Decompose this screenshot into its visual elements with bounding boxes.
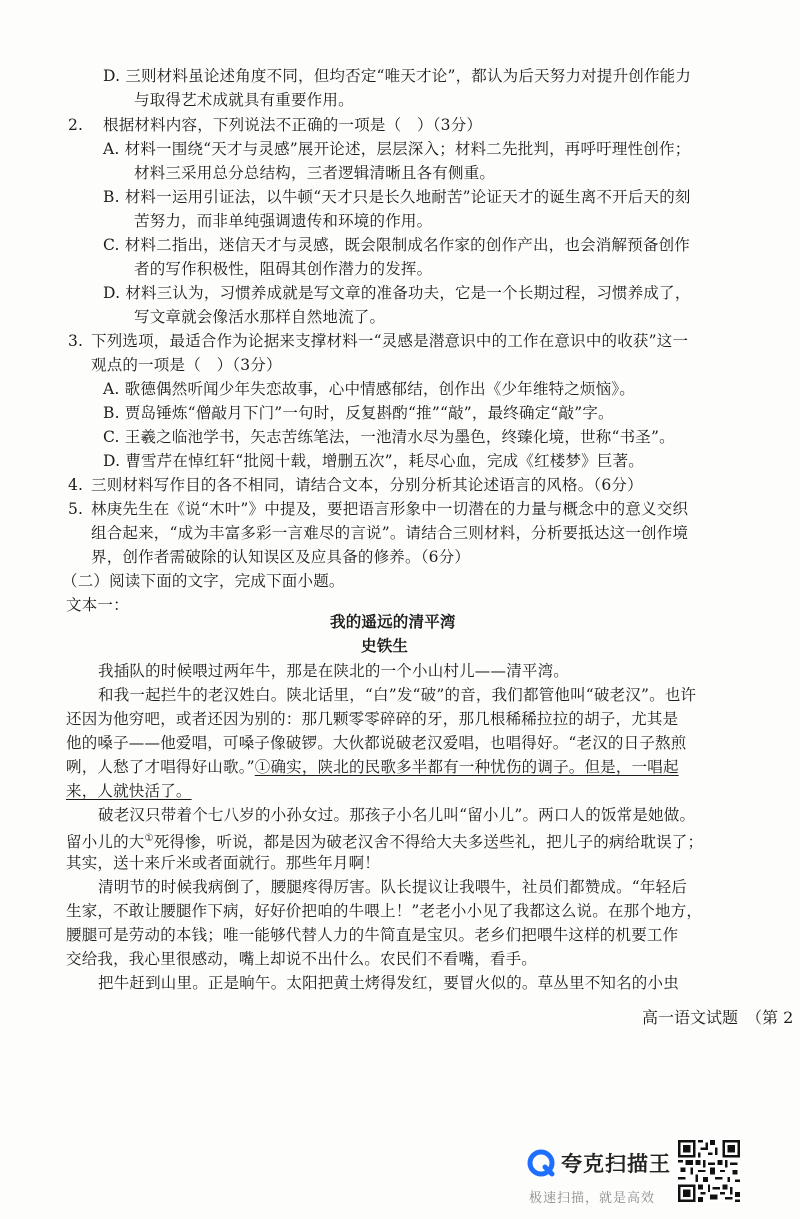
q3-option-a: A. 歌德偶然听闻少年失恋故事，心中情感郁结，创作出《少年维特之烦恼》。	[103, 380, 635, 398]
q5-stem-cont-1: 组合起来，“成为丰富多彩一言难尽的言说”。请结合三则材料，分析要抵达这一创作境	[91, 524, 689, 542]
q2-option-d: D. 材料三认为，习惯养成就是写文章的准备功夫，它是一个长期过程，习惯养成了，	[103, 284, 691, 302]
q2-option-c: C. 材料二指出，迷信天才与灵感，既会限制成名作家的创作产出，也会消解预备创作	[103, 236, 690, 254]
paragraph-5-line-1: 把牛赶到山里。正是晌午。太阳把黄土烤得发红，要冒火似的。草丛里不知名的小虫	[98, 974, 679, 992]
q2-option-a-cont: 材料三采用总分总结构，三者逻辑清晰且各有侧重。	[134, 164, 496, 182]
article-author: 史铁生	[361, 636, 409, 655]
paragraph-2-line-3: 他的嗓子——他爱唱，可嗓子像破锣。大伙都说破老汉爱唱，也唱得好。“老汉的日子熬煎	[66, 734, 687, 752]
paragraph-1: 我插队的时候喂过两年牛，那是在陕北的一个小山村儿——清平湾。	[98, 662, 570, 680]
q5-stem-cont-2: 界，创作者需破除的认知误区及应具备的修养。（6分）	[91, 548, 471, 566]
page-footer: 高一语文试题 （第 2	[642, 1008, 794, 1027]
q1-option-d: D. 三则材料虽论述角度不同，但均否定“唯天才论”，都认为后天努力对提升创作能力	[103, 67, 692, 85]
qr-code	[678, 1140, 740, 1202]
paragraph-4-line-4: 交给我，我心里很感动，嘴上却说不出什么。农民们不看嘴，看手。	[66, 950, 538, 968]
text-one-label: 文本一：	[66, 596, 129, 614]
paragraph-3-text-a: 留小儿的大	[66, 833, 145, 852]
q2-stem: 根据材料内容，下列说法不正确的一项是（ ）（3分）	[103, 116, 483, 134]
q3-number: 3.	[68, 332, 84, 350]
q2-option-b-cont: 苦努力，而非单纯强调遗传和环境的作用。	[134, 212, 433, 230]
q3-stem: 下列选项，最适合作为论据来支撑材料一“灵感是潜意识中的工作在意识中的收获”这一	[91, 332, 689, 350]
q5-stem: 林庚先生在《说“木叶”》中提及，要把语言形象中一切潜在的力量与概念中的意义交织	[91, 500, 689, 518]
q2-number: 2.	[68, 116, 84, 134]
q5-number: 5.	[68, 500, 84, 518]
quote-text: 咧，人愁了才唱得好山歌。”	[66, 758, 255, 776]
q2-option-a: A. 材料一围绕“天才与灵感”展开论述，层层深入；材料二先批判，再呼吁理性创作；	[103, 140, 691, 158]
brand-name: 夸克扫描王	[561, 1152, 671, 1176]
q4-number: 4.	[68, 476, 84, 494]
paragraph-3-text-b: 死得惨，听说，都是因为破老汉舍不得给大夫多送些礼，把儿子的病给耽误了；	[153, 833, 704, 852]
paragraph-2-line-2: 还因为他穷吧，或者还因为别的：那几颗零零碎碎的牙，那几根稀稀拉拉的胡子，尤其是	[66, 710, 679, 728]
paragraph-2-line-1: 和我一起拦牛的老汉姓白。陕北话里，“白”发“破”的音，我们都管他叫“破老汉”。也许	[98, 686, 697, 704]
q2-option-b: B. 材料一运用引证法，以牛顿“天才只是长久地耐苦”论证天才的诞生离不开后天的刻	[103, 188, 691, 206]
q2-option-d-cont: 写文章就会像活水那样自然地流了。	[134, 308, 386, 326]
q3-option-c: C. 王羲之临池学书，矢志苦练笔法，一池清水尽为墨色，终臻化境，世称“书圣”。	[103, 428, 675, 446]
scanner-watermark	[527, 1143, 677, 1213]
underlined-sentence-1: ①确实，陕北的民歌多半都有一种忧伤的调子。但是，一唱起	[254, 758, 679, 776]
quark-logo-icon	[527, 1149, 555, 1177]
paragraph-4-line-3: 腰腿可是劳动的本钱；唯一能够代替人力的牛简直是宝贝。老乡们把喂牛这样的机要工作	[66, 926, 679, 944]
section-heading: （二）阅读下面的文字，完成下面小题。	[62, 572, 345, 590]
q2-option-c-cont: 者的写作积极性，阻碍其创作潜力的发挥。	[134, 260, 433, 278]
paragraph-4-line-2: 生家，不敢让腰腿作下病，好好价把咱的牛喂上！”老老小小见了我都这么说。在那个地方，	[66, 902, 703, 920]
paragraph-3-line-1: 破老汉只带着个七八岁的小孙女过。那孩子小名儿叫“留小儿”。两口人的饭常是她做。	[98, 806, 696, 824]
paragraph-2-line-4	[66, 757, 679, 777]
paragraph-3-line-2	[66, 829, 703, 852]
brand-slogan: 极速扫描，就是高效	[529, 1191, 656, 1206]
paragraph-3-line-3: 其实，送十来斤米或者面就行。那些年月啊！	[66, 854, 381, 872]
q4-stem: 三则材料写作目的各不相同，请结合文本，分别分析其论述语言的风格。（6分）	[91, 476, 643, 494]
underlined-sentence-1-cont: 来，人就快活了。	[66, 782, 192, 800]
q1-option-d-cont: 与取得艺术成就具有重要作用。	[134, 91, 354, 109]
article-title: 我的遥远的清平湾	[330, 612, 456, 631]
paragraph-4-line-1: 清明节的时候我病倒了，腰腿疼得厉害。队长提议让我喂牛，社员们都赞成。“年轻后	[98, 878, 688, 896]
q3-stem-cont: 观点的一项是（ ）（3分）	[91, 356, 282, 374]
footnote-marker: ①	[144, 833, 154, 844]
q3-option-b: B. 贾岛锤炼“僧敲月下门”一句时，反复斟酌“推”“敲”，最终确定“敲”字。	[103, 404, 614, 422]
q3-option-d: D. 曹雪芹在悼红轩“批阅十载，增删五次”，耗尽心血，完成《红楼梦》巨著。	[103, 452, 644, 470]
